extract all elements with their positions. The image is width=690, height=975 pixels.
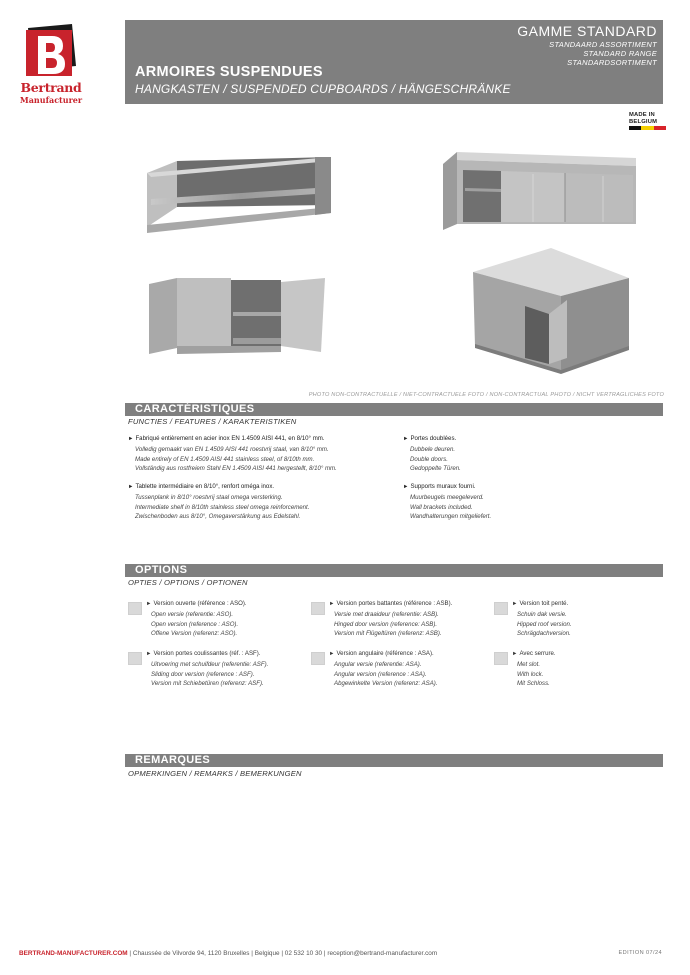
characteristics-title: CARACTÉRISTIQUES <box>135 403 255 415</box>
option-nl: Open versie (referentie: ASO). <box>151 610 234 618</box>
feature-item: ► Tablette intermédiaire en 8/10°, renfort oméga inox. Tussenplank in 8/10° roestvrij staal omega versterking. Intermediate shelf in 8/10th stainless steel omega reinforcement. Zwischenboden aus 8/10°, Omegaverstärkung aus Edelstahl. <box>128 483 310 521</box>
option-en: Open version (reference : ASO). <box>151 620 239 628</box>
option-nl: Schuin dak versie. <box>517 610 567 618</box>
option-fr: Version toit penté. <box>519 600 569 607</box>
option-checkbox[interactable] <box>311 602 325 615</box>
characteristics-bar <box>125 403 663 416</box>
option-en: Sliding door version (reference : ASF). <box>151 670 255 678</box>
feature-item: ► Fabriqué entièrement en acier inox EN 1.4509 AISI 441, en 8/10° mm. Volledig gemaakt van EN 1.4509 AISI 441 roestvrij staal, van 8/10° mm. Made entirely of EN 1.4509 AISI 441 stainless steel, of 8/10th mm. Vollständig aus rostfreiem Stahl EN 1.4509 AISI 441 hergestellt, 8/10° mm. <box>128 435 337 473</box>
feature-de: Wandhalterungen mitgeliefert. <box>410 513 492 521</box>
option-en: With lock. <box>517 670 544 678</box>
option-fr: Version ouverte (référence : ASO). <box>153 600 247 607</box>
logo-brand-name: Bertrand <box>20 80 82 95</box>
option-de: Mit Schloss. <box>517 680 550 688</box>
feature-fr: Fabriqué entièrement en acier inox EN 1.4509 AISI 441, en 8/10° mm. <box>135 435 325 442</box>
range-title-en: STANDARD RANGE <box>583 49 657 58</box>
feature-item: ► Supports muraux fourni. Muurbeugels meegeleverd. Wall brackets included. Wandhalterungen mitgeliefert. <box>403 483 492 521</box>
remarks-title: REMARQUES <box>135 754 211 766</box>
feature-en: Wall brackets included. <box>410 503 473 511</box>
feature-de: Gedoppelte Türen. <box>410 465 461 473</box>
remarks-subtitle: OPMERKINGEN / REMARKS / BEMERKUNGEN <box>128 769 302 778</box>
photo-disclaimer: PHOTO NON-CONTRACTUELLE / NIET-CONTRACTUELE FOTO / NON-CONTRACTUAL PHOTO / NICHT VERTRAGLICHES FOTO <box>308 392 664 398</box>
made-in-label: MADE IN <box>629 112 655 118</box>
option-en: Hipped roof version. <box>517 620 572 628</box>
page-subtitle: HANGKASTEN / SUSPENDED CUPBOARDS / HÄNGESCHRÄNKE <box>135 82 511 96</box>
feature-item: ► Portes doublées. Dubbele deuren. Double doors. Gedoppelte Türen. <box>403 435 461 473</box>
belgian-flag-icon <box>629 126 666 130</box>
option-de: Abgewinkelte Version (referenz: ASA). <box>334 680 438 688</box>
option-de: Version mit Schiebetüren (referenz: ASF). <box>151 680 264 688</box>
options-bar <box>125 564 663 577</box>
option-checkbox[interactable] <box>311 652 325 665</box>
option-fr: Version portes coulissantes (réf. : ASF). <box>153 650 261 657</box>
option-de: Schrägdachversion. <box>517 630 571 638</box>
option-fr: Version portes battantes (référence : ASB). <box>336 600 453 607</box>
edition-label: EDITION 07/24 <box>618 950 662 956</box>
hinged-door-cupboard-photo <box>149 278 327 360</box>
option-checkbox[interactable] <box>494 652 508 665</box>
header-band <box>125 20 663 104</box>
range-title: GAMME STANDARD <box>517 23 657 39</box>
option-nl: Uitvoering met schuifdeur (referentie: ASF). <box>151 660 269 668</box>
option-en: Angular version (reference : ASA). <box>334 670 427 678</box>
feature-de: Zwischenboden aus 8/10°, Omegaverstärkung aus Edelstahl. <box>135 513 301 521</box>
option-checkbox[interactable] <box>128 602 142 615</box>
feature-nl: Dubbele deuren. <box>410 445 456 453</box>
sliding-door-cupboard-photo <box>443 152 636 230</box>
range-title-de: STANDARDSORTIMENT <box>567 58 657 67</box>
logo-badge-icon <box>22 22 80 82</box>
option-fr: Version angulaire (référence : ASA). <box>336 650 434 657</box>
footer-website-link[interactable]: BERTRAND-MANUFACTURER.COM <box>19 950 128 957</box>
remarks-bar <box>125 754 663 767</box>
page-title: ARMOIRES SUSPENDUES <box>135 64 323 80</box>
made-in-belgium-badge <box>629 112 666 136</box>
feature-de: Vollständig aus rostfreiem Stahl EN 1.4509 AISI 441 hergestellt, 8/10° mm. <box>135 465 337 473</box>
option-de: Offene Version (referenz: ASO). <box>151 630 238 638</box>
feature-fr: Portes doublées. <box>410 435 457 442</box>
options-subtitle: OPTIES / OPTIONS / OPTIONEN <box>128 578 248 587</box>
option-nl: Met slot. <box>517 660 541 668</box>
range-title-nl: STANDAARD ASSORTIMENT <box>549 40 657 49</box>
open-cupboard-photo <box>145 157 335 237</box>
option-checkbox[interactable] <box>494 602 508 615</box>
angular-cupboard-photo <box>469 248 635 376</box>
characteristics-subtitle: FUNCTIES / FEATURES / KARAKTERISTIKEN <box>128 417 297 426</box>
belgium-label: BELGIUM <box>629 118 658 125</box>
feature-en: Double doors. <box>410 455 448 463</box>
feature-fr: Tablette intermédiaire en 8/10°, renfort oméga inox. <box>135 483 275 490</box>
logo-subtitle: Manufacturer <box>19 95 83 105</box>
footer <box>19 950 437 957</box>
option-checkbox[interactable] <box>128 652 142 665</box>
footer-address: | Chaussée de Vilvorde 94, 1120 Bruxelles | Belgique | 02 532 10 30 | reception@bertrand-manufacturer.com <box>127 950 438 957</box>
bertrand-logo <box>18 20 84 104</box>
option-nl: Angular versie (referentie: ASA). <box>334 660 422 668</box>
feature-fr: Supports muraux fourni. <box>410 483 476 490</box>
option-en: Hinged door version (reference: ASB). <box>334 620 438 628</box>
feature-en: Intermediate shelf in 8/10th stainless steel omega reinforcement. <box>135 503 310 511</box>
feature-en: Made entirely of EN 1.4509 AISI 441 stainless steel, of 8/10th mm. <box>135 455 315 463</box>
options-title: OPTIONS <box>135 564 188 576</box>
feature-nl: Tussenplank in 8/10° roestvrij staal omega versterking. <box>135 493 283 501</box>
option-nl: Versie met draaideur (referentie: ASB). <box>334 610 439 618</box>
feature-nl: Muurbeugels meegeleverd. <box>410 493 484 501</box>
option-de: Version mit Flügeltüren (referenz: ASB). <box>334 630 442 638</box>
feature-nl: Volledig gemaakt van EN 1.4509 AISI 441 roestvrij staal, van 8/10° mm. <box>135 445 329 453</box>
option-fr: Avec serrure. <box>519 650 556 657</box>
